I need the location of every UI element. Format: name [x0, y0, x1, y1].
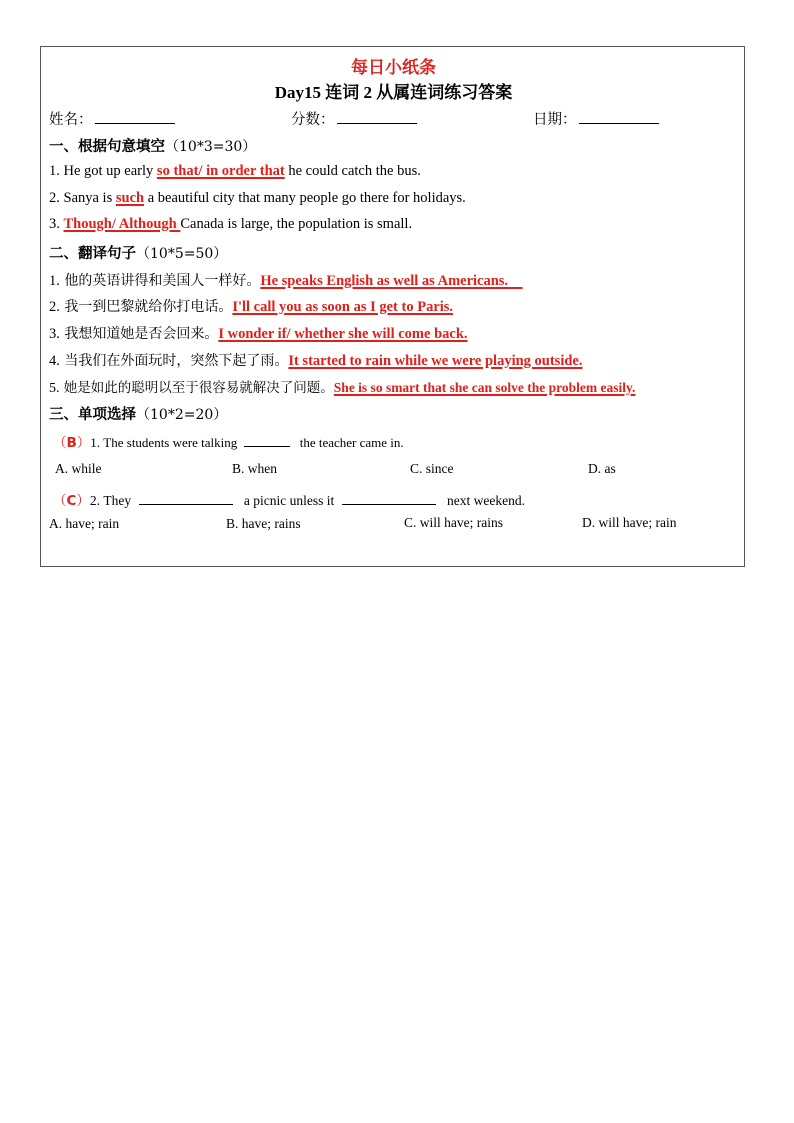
q1-option-b: B. when	[232, 461, 277, 476]
section3-heading	[49, 403, 227, 424]
q2-option-c: C. will have; rains	[404, 515, 503, 530]
s1-item-3	[49, 216, 412, 233]
s1-item-1-post: he could catch the bus.	[284, 163, 421, 179]
name-field	[49, 108, 175, 129]
worksheet	[40, 46, 745, 567]
name-label: 姓名：	[49, 112, 93, 128]
s2-item-3-num: 3.	[49, 326, 60, 342]
s2-item-2-num: 2.	[49, 299, 60, 315]
s2-item-4-answer: It started to rain while we were playing outside.	[288, 353, 583, 369]
q1-option-d: D. as	[588, 461, 616, 476]
q2-post: next weekend.	[443, 493, 525, 508]
s2-item-5-num: 5.	[49, 381, 60, 396]
s2-item-1	[49, 270, 523, 290]
s2-item-4	[49, 350, 582, 370]
score-label: 分数：	[291, 112, 335, 128]
mc-question-2	[53, 489, 525, 509]
section1-title: 一、根据句意填空	[49, 139, 165, 155]
s2-item-2-answer: I'll call you as soon as I get to Paris.	[232, 299, 454, 315]
q1-answer: B	[66, 435, 77, 451]
section1-heading	[49, 135, 256, 156]
s2-item-5	[49, 376, 635, 397]
q2-close-paren: ）	[76, 493, 90, 509]
q2-blank-1	[139, 494, 233, 505]
q2-option-b: B. have; rains	[226, 516, 301, 531]
section2-title: 二、翻译句子	[49, 246, 136, 262]
s1-item-1-pre: 1. He got up early	[49, 163, 157, 179]
section2-heading	[49, 242, 227, 263]
q1-option-a: A. while	[55, 461, 102, 476]
q1-close-paren: ）	[76, 435, 91, 451]
series-title: 每日小纸条	[351, 58, 436, 78]
q1-text: 1. The students were talking	[90, 435, 241, 450]
s2-item-3	[49, 323, 468, 343]
q2-blank-2	[342, 494, 436, 505]
q1-post: the teacher came in.	[296, 435, 404, 450]
s2-item-5-answer: She is so smart that she can solve the problem easily.	[333, 380, 636, 395]
s2-item-1-num: 1.	[49, 273, 60, 289]
q2-open-paren: （	[53, 493, 67, 509]
s1-item-2-answer: such	[115, 190, 145, 206]
s2-item-3-answer: I wonder if/ whether she will come back.	[218, 326, 468, 342]
s1-item-2-pre: 2. Sanya is	[49, 190, 116, 206]
s1-item-1	[49, 163, 421, 180]
q2-answer: C	[66, 493, 77, 509]
s2-item-2-cn: 我一到巴黎就给你打电话。	[59, 299, 233, 315]
s2-item-4-num: 4.	[49, 353, 60, 369]
q1-open-paren: （	[53, 435, 67, 451]
s2-item-4-cn: 当我们在外面玩时，突然下起了雨。	[59, 353, 289, 369]
s1-item-3-pre: 3.	[49, 216, 64, 232]
section2-score: （10*5=50）	[136, 246, 228, 262]
s2-item-3-cn: 我想知道她是否会回来。	[59, 326, 219, 342]
section3-title: 三、单项选择	[49, 407, 136, 423]
name-blank	[95, 113, 175, 124]
s1-item-2-post: a beautiful city that many people go there for holidays.	[144, 190, 466, 206]
s1-item-3-post: Canada is large, the population is small.	[180, 216, 413, 232]
score-blank	[337, 113, 417, 124]
q2-text: 2. They	[89, 493, 135, 508]
s1-item-2	[49, 190, 466, 207]
s1-item-1-answer: so that/ in order that	[156, 163, 285, 179]
q2-option-d: D. will have; rain	[582, 515, 677, 530]
s2-item-2	[49, 296, 453, 316]
section1-score: （10*3=30）	[165, 139, 257, 155]
s1-item-3-answer: Though/ Although	[63, 216, 181, 232]
score-field	[291, 108, 417, 129]
q2-option-a: A. have; rain	[49, 516, 120, 531]
page-title: Day15 连词 2 从属连词练习答案	[274, 83, 513, 102]
date-blank	[579, 113, 659, 124]
q2-mid: a picnic unless it	[240, 493, 338, 508]
section3-score: （10*2=20）	[136, 407, 228, 423]
q1-blank	[244, 436, 290, 447]
s2-item-1-answer: He speaks English as well as Americans.	[260, 273, 523, 289]
s2-item-1-cn: 他的英语讲得和美国人一样好。	[59, 273, 261, 289]
mc-question-1	[53, 431, 404, 451]
date-field	[533, 108, 659, 129]
q1-option-c: C. since	[410, 461, 454, 476]
date-label: 日期：	[533, 112, 577, 128]
s2-item-5-cn: 她是如此的聪明以至于很容易就解决了问题。	[59, 380, 334, 396]
